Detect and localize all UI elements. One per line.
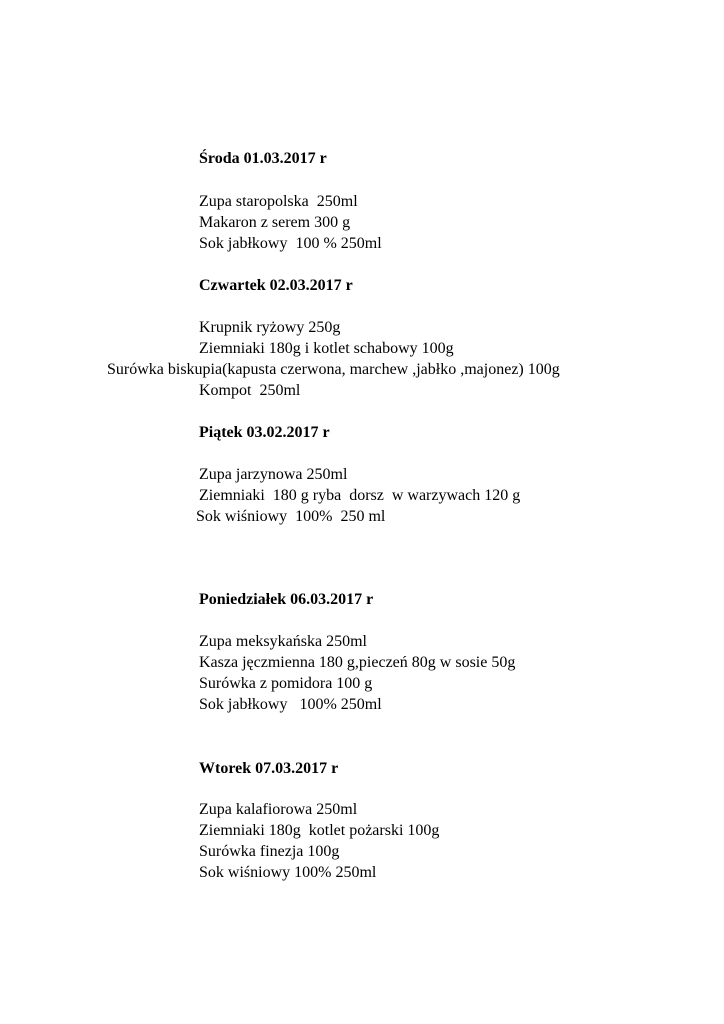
- menu-item: Surówka z pomidora 100 g: [199, 675, 373, 692]
- menu-item: Makaron z serem 300 g: [199, 214, 351, 231]
- menu-item: Zupa kalafiorowa 250ml: [199, 801, 358, 818]
- menu-item: Kasza jęczmienna 180 g,pieczeń 80g w sosie 50g: [199, 654, 516, 671]
- menu-item: Ziemniaki 180 g ryba dorsz w warzywach 120 g: [199, 487, 521, 504]
- day-heading-tuesday: Wtorek 07.03.2017 r: [199, 760, 339, 777]
- menu-item: Ziemniaki 180g i kotlet schabowy 100g: [199, 340, 454, 357]
- menu-item: Sok jabłkowy 100% 250ml: [199, 696, 382, 713]
- menu-item: Zupa meksykańska 250ml: [199, 633, 367, 650]
- menu-item: Zupa staropolska 250ml: [199, 193, 358, 210]
- day-heading-monday: Poniedziałek 06.03.2017 r: [199, 591, 374, 608]
- menu-item: Ziemniaki 180g kotlet pożarski 100g: [199, 822, 440, 839]
- menu-item: Surówka finezja 100g: [199, 843, 340, 860]
- menu-item: Krupnik ryżowy 250g: [199, 319, 341, 336]
- menu-item: Kompot 250ml: [199, 382, 301, 399]
- day-heading-friday: Piątek 03.02.2017 r: [199, 424, 330, 441]
- day-heading-thursday: Czwartek 02.03.2017 r: [199, 277, 353, 294]
- menu-item: Sok wiśniowy 100% 250ml: [199, 864, 377, 881]
- day-heading-wednesday: Środa 01.03.2017 r: [199, 150, 327, 167]
- menu-item: Zupa jarzynowa 250ml: [199, 466, 348, 483]
- menu-item: Sok wiśniowy 100% 250 ml: [196, 508, 386, 525]
- menu-item: Sok jabłkowy 100 % 250ml: [199, 235, 382, 252]
- menu-item: Surówka biskupia(kapusta czerwona, marchew ,jabłko ,majonez) 100g: [107, 361, 560, 378]
